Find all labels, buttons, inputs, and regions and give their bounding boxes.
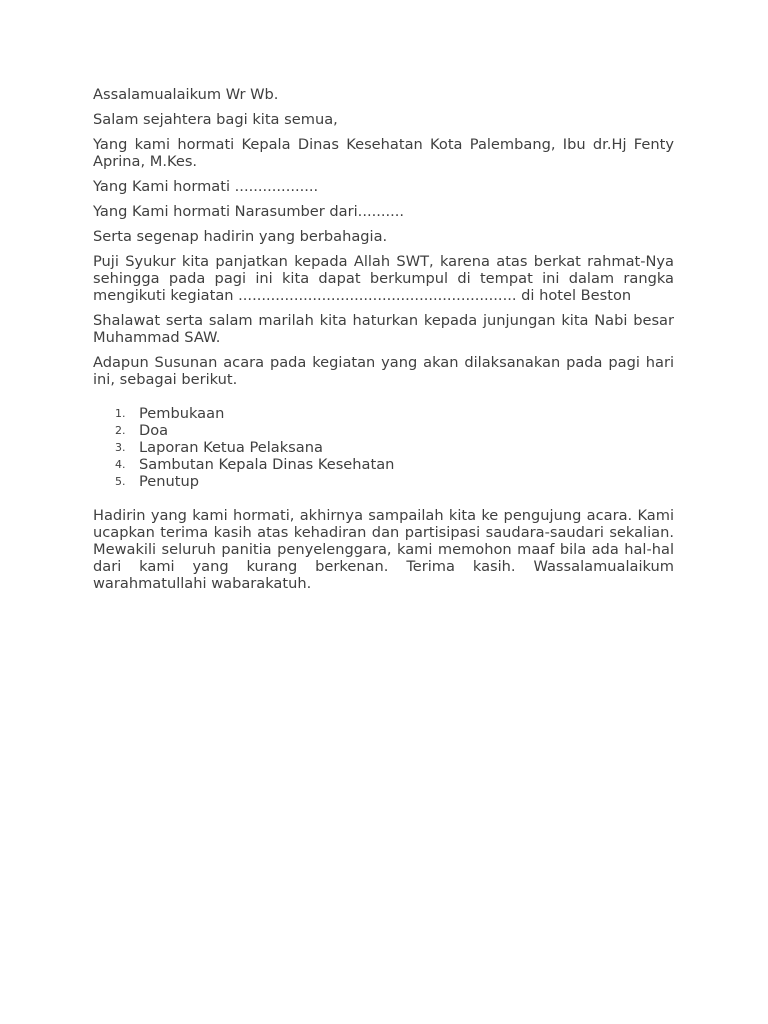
- list-item-label: Penutup: [139, 473, 199, 490]
- list-item-label: Laporan Ketua Pelaksana: [139, 439, 323, 456]
- list-item-number: 3.: [115, 441, 126, 454]
- list-item-number: 5.: [115, 475, 126, 488]
- list-item: [93, 422, 674, 439]
- list-item-label: Pembukaan: [139, 405, 225, 422]
- honor-line-2: Yang Kami hormati ..................: [93, 178, 319, 195]
- list-item: [93, 439, 674, 456]
- honor-line-1: Yang kami hormati Kepala Dinas Kesehatan Kota Palembang, Ibu dr.Hj Fenty Aprina, M.Kes.: [93, 136, 674, 170]
- salutation: Salam sejahtera bagi kita semua,: [93, 111, 338, 128]
- gratitude-paragraph: Puji Syukur kita panjatkan kepada Allah SWT, karena atas berkat rahmat-Nya sehingga pada pagi ini kita dapat berkumpul di tempat ini dalam rangka mengikuti kegiatan ............................................................ di hotel Beston: [93, 253, 674, 304]
- closing-paragraph: Hadirin yang kami hormati, akhirnya sampailah kita ke pengujung acara. Kami ucapkan terima kasih atas kehadiran dan partisipasi saudara-saudari sekalian. Mewakili seluruh panitia penyelenggara, kami memohon maaf bila ada hal-hal dari kami yang kurang berkenan. Terima kasih. Wassalamualaikum warahmatullahi wabarakatuh.: [93, 507, 674, 592]
- agenda-intro: Adapun Susunan acara pada kegiatan yang akan dilaksanakan pada pagi hari ini, sebagai berikut.: [93, 354, 674, 388]
- list-item-number: 4.: [115, 458, 126, 471]
- greeting: Assalamualaikum Wr Wb.: [93, 86, 279, 103]
- document-page: [93, 86, 674, 600]
- list-item-number: 2.: [115, 424, 126, 437]
- honor-line-3: Yang Kami hormati Narasumber dari..........: [93, 203, 405, 220]
- list-item: [93, 456, 674, 473]
- list-item-number: 1.: [115, 407, 126, 420]
- list-item-label: Sambutan Kepala Dinas Kesehatan: [139, 456, 395, 473]
- list-item-label: Doa: [139, 422, 169, 439]
- shalawat-paragraph: Shalawat serta salam marilah kita haturkan kepada junjungan kita Nabi besar Muhammad SAW.: [93, 312, 674, 346]
- list-item: [93, 405, 674, 422]
- agenda-list: [93, 405, 674, 490]
- audience-greeting: Serta segenap hadirin yang berbahagia.: [93, 228, 388, 245]
- list-item: [93, 473, 674, 490]
